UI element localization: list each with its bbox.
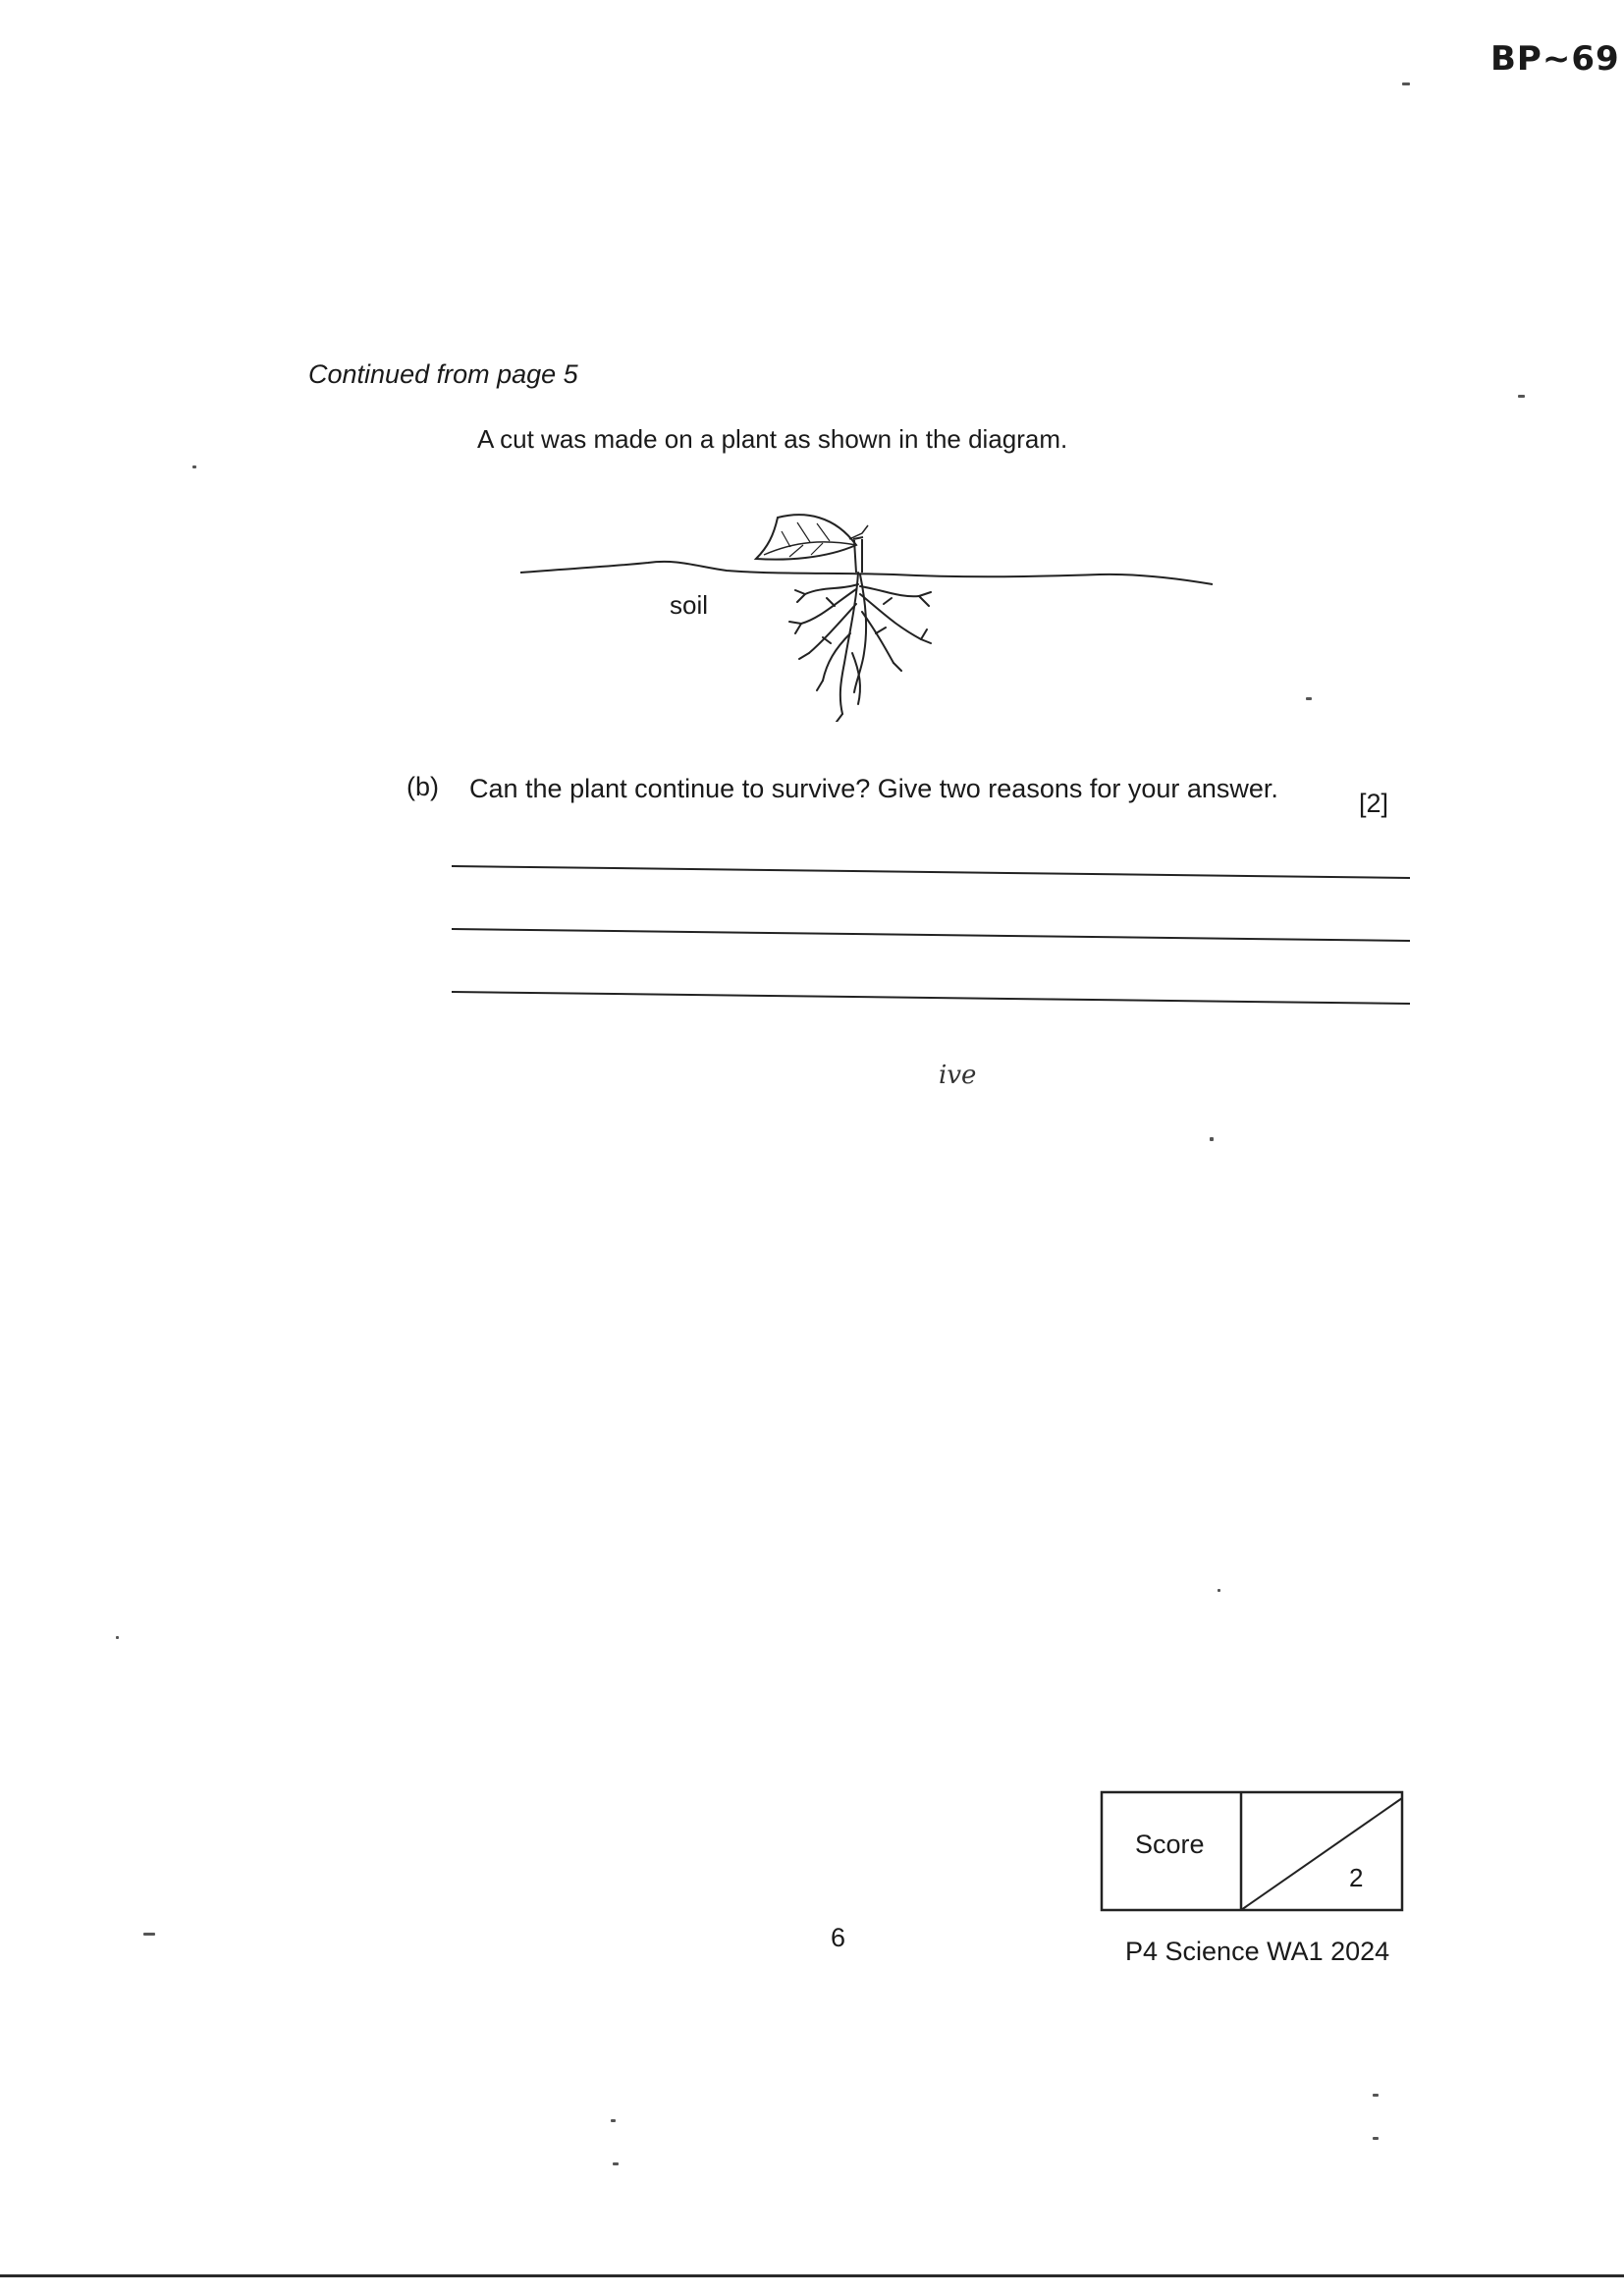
question-label: (b) — [406, 772, 439, 801]
page-code: BP~69 — [1490, 39, 1620, 79]
answer-line-2 — [452, 929, 1410, 941]
answer-line-1 — [452, 866, 1410, 878]
question-marks: [2] — [1359, 789, 1389, 818]
score-max: 2 — [1349, 1863, 1364, 1892]
continued-note: Continued from page 5 — [308, 359, 578, 389]
scan-speck — [143, 1933, 155, 1936]
question-intro: A cut was made on a plant as shown in the diagram. — [477, 424, 1068, 454]
answer-line-3 — [452, 992, 1410, 1004]
score-box — [1100, 1790, 1404, 1914]
leaf-vein — [764, 542, 856, 555]
scan-speck — [1373, 2094, 1379, 2097]
score-label: Score — [1135, 1830, 1205, 1859]
plant-diagram — [511, 496, 1218, 722]
page-number: 6 — [831, 1923, 846, 1952]
scan-speck — [1402, 82, 1410, 85]
scan-speck — [1210, 1137, 1214, 1141]
scan-speck — [613, 2162, 619, 2165]
score-box-diagonal — [1241, 1798, 1402, 1910]
scan-speck — [1518, 395, 1525, 398]
scan-speck — [1218, 1589, 1220, 1592]
plant-diagram-svg — [511, 496, 1218, 722]
scan-speck — [116, 1636, 119, 1639]
paper-title: P4 Science WA1 2024 — [1125, 1937, 1390, 1966]
question-text: Can the plant continue to survive? Give two reasons for your answer. — [469, 774, 1278, 803]
scan-speck — [1373, 2137, 1379, 2140]
stray-handwriting: ive — [939, 1061, 977, 1090]
soil-line — [520, 562, 1213, 584]
roots — [789, 573, 931, 722]
stem-cut-top — [853, 537, 863, 539]
soil-label: soil — [670, 590, 709, 620]
scan-speck — [192, 465, 196, 468]
scan-speck — [611, 2119, 616, 2122]
answer-lines[interactable] — [452, 850, 1414, 1017]
bottom-rule — [0, 2274, 1624, 2277]
scan-speck — [1306, 697, 1312, 700]
